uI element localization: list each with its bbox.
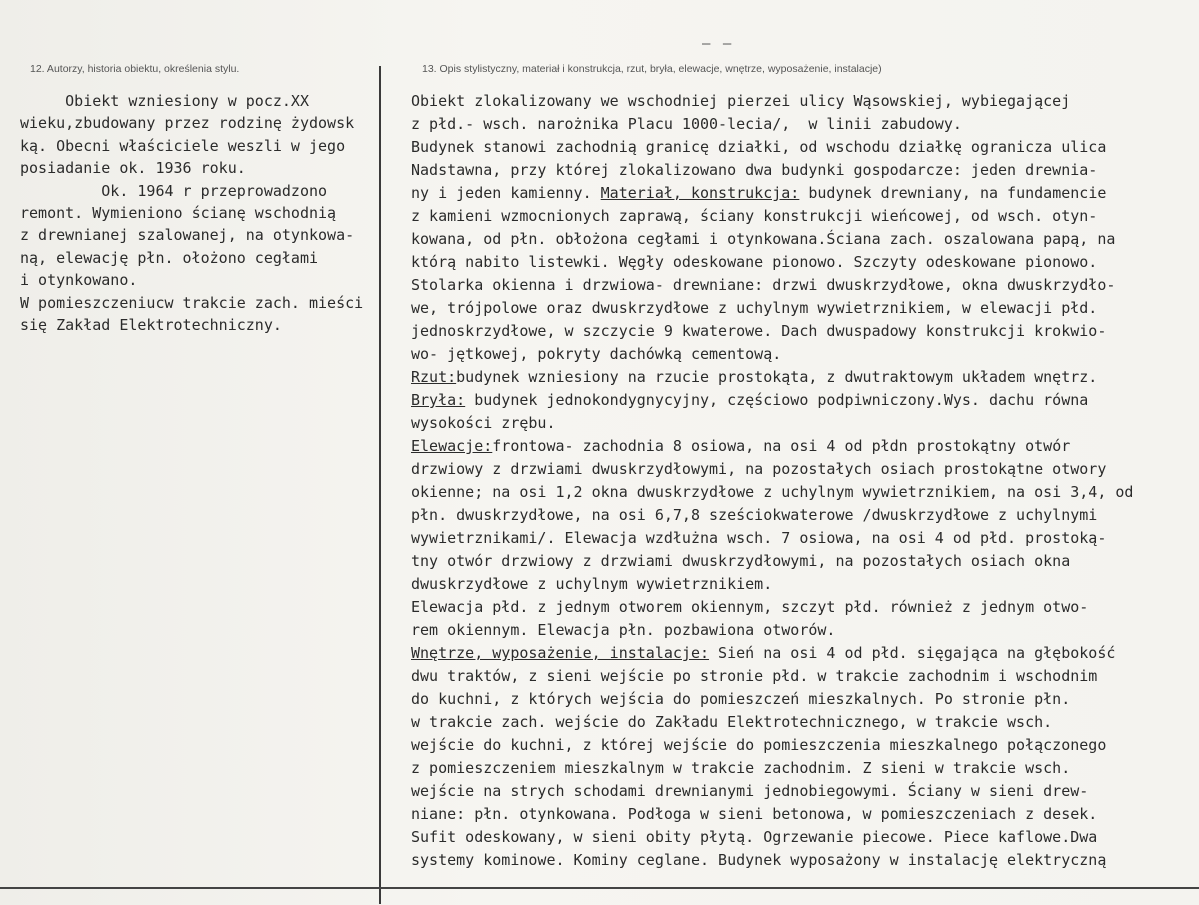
text-segment: płn. dwuskrzydłowe, na osi 6,7,8 sześciokwaterowe /dwuskrzydłowe z uchylnymi	[411, 506, 1098, 524]
section-label: Rzut:	[411, 368, 457, 386]
description-text-line	[411, 757, 1197, 780]
text-segment: systemy kominowe. Kominy ceglane. Budynek wyposażony w instalację elektryczną	[411, 851, 1107, 869]
text-segment: kowana, od płn. obłożona cegłami i otynkowana.Ściana zach. oszalowana papą, na	[411, 230, 1116, 248]
history-text-line: wieku,zbudowany przez rodzinę żydowsk	[20, 114, 355, 133]
text-segment: budynek wzniesiony na rzucie prostokąta, z dwutraktowym układem wnętrz.	[456, 368, 1098, 386]
text-segment: budynek jednokondygnycyjny, częściowo podpiwniczony.Wys. dachu równa	[465, 391, 1089, 409]
description-text-line	[411, 780, 1197, 803]
text-segment: Stolarka okienna i drzwiowa- drewniane: drzwi dwuskrzydłowe, okna dwuskrzydło-	[411, 276, 1116, 294]
text-segment: dwuskrzydłowe z uchylnym wywietrznikiem.	[411, 575, 773, 593]
description-text-line	[411, 596, 1197, 619]
history-text-line: z drewnianej szalowanej, na otynkowa-	[20, 226, 355, 245]
history-text-line: się Zakład Elektrotechniczny.	[20, 315, 282, 334]
description-column	[411, 90, 1197, 872]
text-segment: Sień na osi 4 od płd. sięgająca na głębokość	[709, 644, 1116, 662]
section-label: Elewacje:	[411, 437, 493, 455]
section-label: Wnętrze, wyposażenie, instalacje:	[411, 644, 710, 662]
text-segment: niane: płn. otynkowana. Podłoga w sieni betonowa, w pomieszczeniach z desek.	[411, 805, 1098, 823]
history-text-line: ną, elewację płn. ołożono cegłami	[20, 248, 319, 267]
text-segment: z kamieni wzmocnionych zaprawą, ściany konstrukcji wieńcowej, od wsch. otyn-	[411, 207, 1098, 225]
description-text-line	[411, 481, 1197, 504]
text-segment: we, trójpolowe oraz dwuskrzydłowe z uchylnym wywietrznikiem, w elewacji płd.	[411, 299, 1098, 317]
description-text-line	[411, 297, 1197, 320]
description-text-line	[411, 711, 1197, 734]
history-text-line: Ok. 1964 r przeprowadzono	[20, 181, 328, 200]
history-text-line: i otynkowano.	[20, 271, 138, 290]
description-text-line	[411, 550, 1197, 573]
description-text-line	[411, 734, 1197, 757]
text-segment: wejście na strych schodami drewnianymi jednobiegowymi. Ściany w sieni drew-	[411, 782, 1089, 800]
description-text-line	[411, 665, 1197, 688]
description-text-line	[411, 274, 1197, 297]
text-segment: ny i jeden kamienny.	[411, 184, 601, 202]
description-text-line	[411, 573, 1197, 596]
text-segment: okienne; na osi 1,2 okna dwuskrzydłowe z uchylnym wywietrznikiem, na osi 3,4, od	[411, 483, 1134, 501]
description-text-line	[411, 228, 1197, 251]
text-segment: wo- jętkowej, pokryty dachówką cementową.	[411, 345, 782, 363]
description-text-line	[411, 504, 1197, 527]
description-text-line	[411, 251, 1197, 274]
description-text-line	[411, 642, 1197, 665]
text-segment: tny otwór drzwiowy z drzwiami dwuskrzydłowymi, na pozostałych osiach okna	[411, 552, 1071, 570]
text-segment: z płd.- wsch. narożnika Placu 1000-lecia/, w linii zabudowy.	[411, 115, 962, 133]
text-segment: wysokości zrębu.	[411, 414, 556, 432]
description-text-line	[411, 159, 1197, 182]
description-text-line	[411, 412, 1197, 435]
bottom-rule	[0, 887, 1199, 889]
text-segment: w trakcie zach. wejście do Zakładu Elektrotechnicznego, w trakcie wsch.	[411, 713, 1053, 731]
text-segment: Sufit odeskowany, w sieni obity płytą. Ogrzewanie piecowe. Piece kaflowe.Dwa	[411, 828, 1098, 846]
text-segment: rem okiennym. Elewacja płn. pozbawiona otworów.	[411, 621, 836, 639]
column-divider	[379, 66, 381, 904]
text-segment: którą nabito listewki. Węgły odeskowane pionowo. Szczyty odeskowane pionowo.	[411, 253, 1098, 271]
section-label: Bryła:	[411, 391, 466, 409]
description-text-line	[411, 343, 1197, 366]
description-text-line	[411, 205, 1197, 228]
text-segment: frontowa- zachodnia 8 osiowa, na osi 4 od płdn prostokątny otwór	[492, 437, 1071, 455]
history-text-line: remont. Wymieniono ścianę wschodnią	[20, 203, 337, 222]
description-text-line	[411, 826, 1197, 849]
description-text-line	[411, 136, 1197, 159]
history-text-line: W pomieszczeniucw trakcie zach. mieści	[20, 293, 364, 312]
description-text-line	[411, 435, 1197, 458]
history-text-line: posiadanie ok. 1936 roku.	[20, 159, 246, 178]
text-segment: Nadstawna, przy której zlokalizowano dwa budynki gospodarcze: jeden drewnia-	[411, 161, 1098, 179]
text-segment: do kuchni, z których wejścia do pomieszczeń mieszkalnych. Po stronie płn.	[411, 690, 1071, 708]
section-label: Materiał, konstrukcja:	[600, 184, 800, 202]
text-segment: dwu traktów, z sieni wejście po stronie płd. w trakcie zachodnim i wschodnim	[411, 667, 1098, 685]
description-text-line	[411, 688, 1197, 711]
text-segment: wejście do kuchni, z której wejście do pomieszczenia mieszkalnego połączonego	[411, 736, 1107, 754]
description-text-line	[411, 458, 1197, 481]
text-segment: z pomieszczeniem mieszkalnym w trakcie zachodnim. Z sieni w trakcie wsch.	[411, 759, 1071, 777]
text-segment: Elewacja płd. z jednym otworem okiennym, szczyt płd. również z jednym otwo-	[411, 598, 1089, 616]
description-text-line	[411, 527, 1197, 550]
description-text-line	[411, 90, 1197, 113]
history-text-line: ką. Obecni właściciele weszli w jego	[20, 136, 346, 155]
right-section-heading: 13. Opis stylistyczny, materiał i konstrukcja, rzut, bryła, elewacje, wnętrze, wyposażenie, instalacje)	[422, 63, 882, 75]
description-text-line	[411, 803, 1197, 826]
left-section-heading: 12. Autorzy, historia obiektu, określenia stylu.	[30, 63, 240, 75]
text-segment: drzwiowy z drzwiami dwuskrzydłowymi, na pozostałych osiach prostokątne otwory	[411, 460, 1107, 478]
page-dash-mark: – –	[702, 36, 734, 52]
description-text-line	[411, 113, 1197, 136]
description-text-line	[411, 182, 1197, 205]
text-segment: Budynek stanowi zachodnią granicę działki, od wschodu działkę ogranicza ulica	[411, 138, 1107, 156]
text-segment: wywietrznikami/. Elewacja wzdłużna wsch. 7 osiowa, na osi 4 od płd. prostoką-	[411, 529, 1107, 547]
history-column	[20, 90, 372, 336]
text-segment: budynek drewniany, na fundamencie	[799, 184, 1107, 202]
history-text-line: Obiekt wzniesiony w pocz.XX	[20, 92, 309, 110]
text-segment: jednoskrzydłowe, w szczycie 9 kwaterowe. Dach dwuspadowy konstrukcji krokwio-	[411, 322, 1107, 340]
description-text-line	[411, 849, 1197, 872]
description-text-line	[411, 389, 1197, 412]
text-segment: Obiekt zlokalizowany we wschodniej pierzei ulicy Wąsowskiej, wybiegającej	[411, 92, 1071, 110]
description-text-line	[411, 320, 1197, 343]
description-text-line	[411, 366, 1197, 389]
description-text-line	[411, 619, 1197, 642]
